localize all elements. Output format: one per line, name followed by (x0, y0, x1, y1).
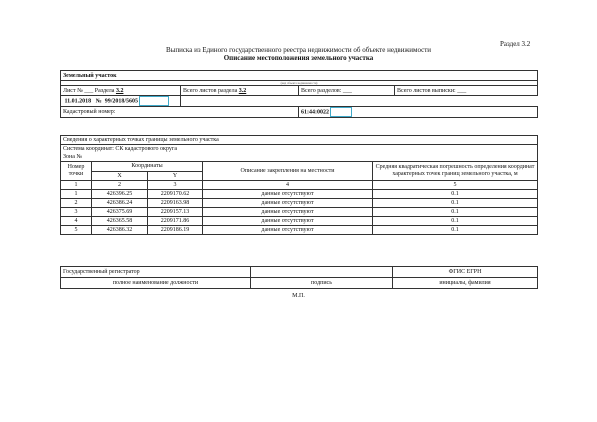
total-sheets-section-value: 3.2 (238, 87, 247, 94)
section-value: 3.2 (115, 87, 124, 94)
index-cell: 4 (203, 181, 373, 190)
table-row (61, 190, 538, 199)
highlight-box (330, 107, 352, 117)
total-sheets-label: Всего листов выписки: (397, 87, 456, 94)
total-sheets-cell (395, 86, 538, 96)
col-y: Y (148, 171, 203, 181)
total-sections-cell (299, 86, 395, 96)
point-description: данные отсутствуют (203, 199, 373, 208)
point-x: 426375.69 (92, 208, 148, 217)
point-y: 2209170.62 (148, 190, 203, 199)
point-y: 2209157.13 (148, 208, 203, 217)
index-row (61, 181, 538, 190)
point-error: 0.1 (373, 199, 538, 208)
point-y: 2209186.19 (148, 226, 203, 235)
total-sections-label: Всего разделов: (301, 87, 342, 94)
signature-label: подпись (251, 278, 393, 289)
total-sheets-value: ___ (457, 87, 467, 94)
signature-table (60, 266, 538, 289)
point-error: 0.1 (373, 208, 538, 217)
section-number: Раздел 3.2 (500, 40, 531, 48)
initials-label: инициалы, фамилия (393, 278, 538, 289)
point-error: 0.1 (373, 217, 538, 226)
document-subtitle: Описание местоположения земельного участка (223, 54, 374, 62)
point-description: данные отсутствуют (203, 208, 373, 217)
col-description: Описание закрепления на местности (203, 162, 373, 181)
point-number: 5 (61, 226, 92, 235)
point-x: 426396.25 (92, 190, 148, 199)
empty-cell (181, 96, 538, 107)
col-point-number: Номер точки (61, 162, 92, 181)
cadastral-number: 61:44:0022 (301, 109, 329, 116)
index-cell: 2 (92, 181, 148, 190)
index-cell: 1 (61, 181, 92, 190)
point-description: данные отсутствуют (203, 190, 373, 199)
signature-blank (251, 267, 393, 278)
table-row (61, 217, 538, 226)
total-sheets-section-label: Всего листов раздела (183, 87, 238, 94)
col-error: Средняя квадратическая погрешность определения координат характерных точек границ земельного участка, м (373, 162, 538, 181)
point-x: 426386.32 (92, 226, 148, 235)
highlight-box (139, 96, 169, 106)
total-sections-value: ___ (342, 87, 352, 94)
table-row (61, 208, 538, 217)
col-x: X (92, 171, 148, 181)
point-number: 4 (61, 217, 92, 226)
org-name: ФГИС ЕГРН (393, 267, 538, 278)
point-number: 3 (61, 208, 92, 217)
table-row (61, 226, 538, 235)
point-description: данные отсутствуют (203, 226, 373, 235)
cadastral-cell (299, 107, 538, 118)
info-table (60, 70, 538, 118)
point-x: 426386.24 (92, 199, 148, 208)
object-type-hint: (вид объекта недвижимости) (61, 81, 538, 86)
index-cell: 3 (148, 181, 203, 190)
number-label: № (95, 98, 102, 105)
point-error: 0.1 (373, 226, 538, 235)
coord-system: Система координат: СК кадастрового округа (61, 145, 538, 154)
col-coordinates: Координаты (92, 162, 203, 172)
points-table (60, 135, 538, 235)
point-y: 2209163.98 (148, 199, 203, 208)
seal-place: М.П. (292, 293, 305, 299)
point-y: 2209171.86 (148, 217, 203, 226)
point-number: 2 (61, 199, 92, 208)
point-number: 1 (61, 190, 92, 199)
point-x: 426365.58 (92, 217, 148, 226)
object-type: Земельный участок (61, 71, 538, 81)
position-label: полное наименование должности (61, 278, 251, 289)
total-sheets-section-cell (181, 86, 299, 96)
sheet-label: Лист № (63, 87, 83, 94)
date-number-cell (61, 96, 181, 107)
section-label: Раздела (94, 87, 115, 94)
points-section-title: Сведения о характерных точках границы земельного участка (61, 136, 538, 145)
index-cell: 5 (373, 181, 538, 190)
issue-date: 11.01.2018 (64, 98, 92, 105)
point-error: 0.1 (373, 190, 538, 199)
sheet-cell (61, 86, 181, 96)
sheet-value: ___ (84, 87, 94, 94)
document-title: Выписка из Единого государственного реестра недвижимости об объекте недвижимости (165, 46, 432, 54)
issue-number: 99/2018/5605 (104, 98, 139, 105)
cadastral-label: Кадастровый номер: (61, 107, 299, 118)
table-row (61, 199, 538, 208)
point-description: данные отсутствуют (203, 217, 373, 226)
zone: Зона № (61, 153, 538, 162)
registrar-label: Государственный регистратор (61, 267, 251, 278)
